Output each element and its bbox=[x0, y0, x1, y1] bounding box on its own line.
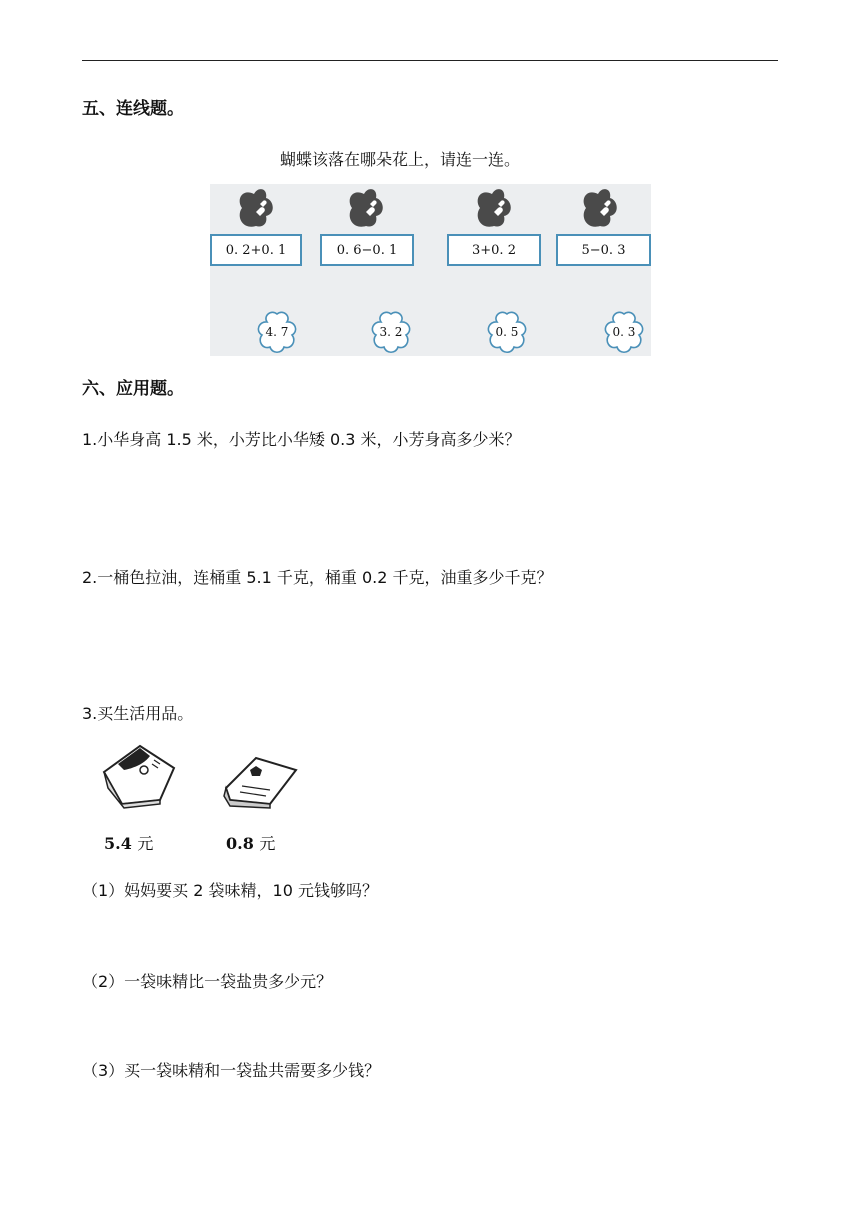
flower-value: 0. 5 bbox=[495, 325, 519, 339]
flower-answer bbox=[600, 310, 648, 354]
flower-answer bbox=[253, 310, 301, 354]
section5-heading: 五、连线题。 bbox=[82, 99, 184, 119]
butterfly-icon bbox=[578, 186, 622, 232]
question-1: 1.小华身高 1.5 米，小芳比小华矮 0.3 米，小芳身高多少米？ bbox=[82, 430, 521, 449]
flower-value: 0. 3 bbox=[612, 325, 636, 339]
question-2: 2.一桶色拉油，连桶重 5.1 千克，桶重 0.2 千克，油重多少千克？ bbox=[82, 568, 553, 587]
price-unit: 元 bbox=[259, 834, 276, 853]
flower-value: 4. 7 bbox=[265, 325, 289, 339]
expression-card: 0. 6−0. 1 bbox=[320, 234, 414, 266]
butterfly-icon bbox=[344, 186, 388, 232]
price-salt bbox=[226, 831, 275, 854]
subquestion-3: （3）买一袋味精和一袋盐共需要多少钱？ bbox=[82, 1061, 381, 1080]
msg-packet-icon bbox=[100, 742, 178, 810]
salt-bag-icon bbox=[220, 752, 300, 812]
expression-card: 3+0. 2 bbox=[447, 234, 541, 266]
flower-answer bbox=[367, 310, 415, 354]
butterfly-icon bbox=[234, 186, 278, 232]
subquestion-1: （1）妈妈要买 2 袋味精，10 元钱够吗？ bbox=[82, 881, 378, 900]
price-value: 0.8 bbox=[226, 834, 254, 853]
subquestion-2: （2）一袋味精比一袋盐贵多少元？ bbox=[82, 972, 333, 991]
flower-value: 3. 2 bbox=[379, 325, 403, 339]
matching-instruction: 蝴蝶该落在哪朵花上，请连一连。 bbox=[280, 150, 521, 169]
expression-card: 0. 2+0. 1 bbox=[210, 234, 302, 266]
butterfly-icon bbox=[472, 186, 516, 232]
question-3: 3.买生活用品。 bbox=[82, 704, 194, 723]
expression-card: 5−0. 3 bbox=[556, 234, 651, 266]
price-msg bbox=[104, 831, 153, 854]
section6-heading: 六、应用题。 bbox=[82, 379, 184, 399]
flower-answer bbox=[483, 310, 531, 354]
matching-figure bbox=[210, 184, 651, 356]
price-value: 5.4 bbox=[104, 834, 132, 853]
price-unit: 元 bbox=[137, 834, 154, 853]
header-rule bbox=[82, 60, 778, 61]
